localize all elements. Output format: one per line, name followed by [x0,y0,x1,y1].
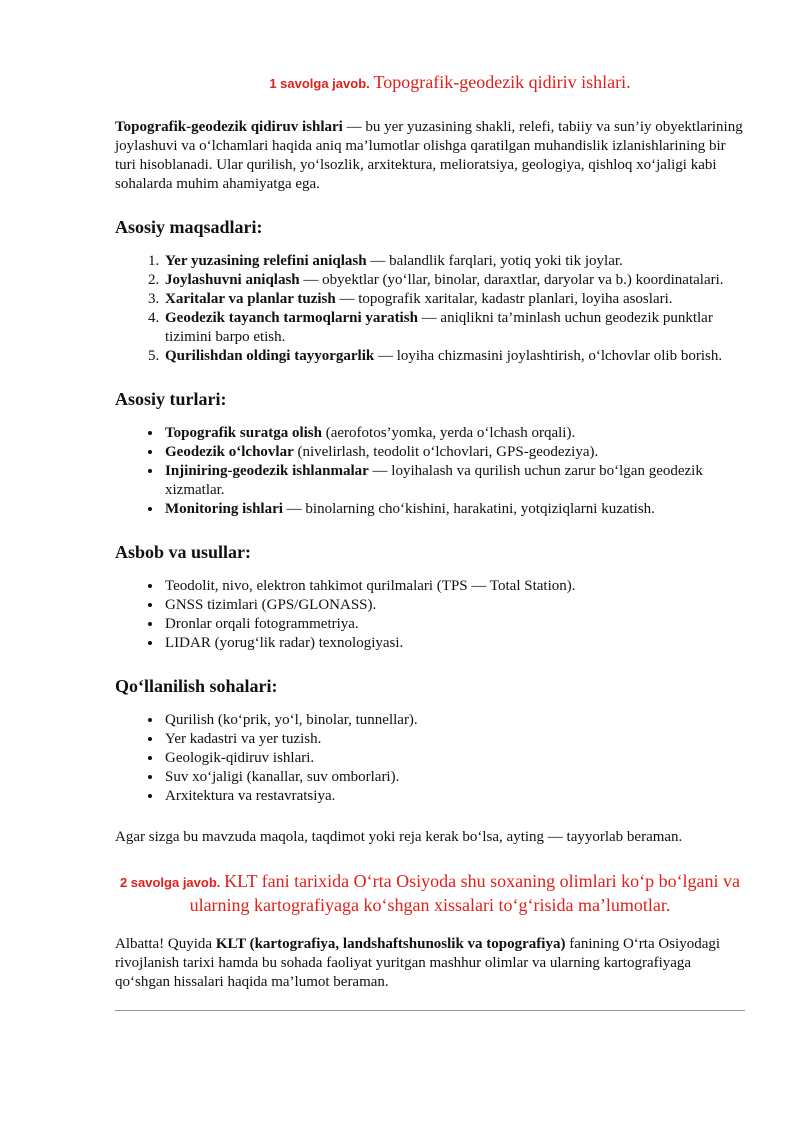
list-item [163,347,745,366]
list-item [163,500,745,519]
list-item: • GNSS tizimlari (GPS/GLONASS). [163,596,745,615]
question-1-heading: Topografik-geodezik qidiriv ishlari. [373,72,631,92]
list-item [163,424,745,443]
list-item [163,271,745,290]
item-text: (nivelirlash, teodolit o‘lchovlari, GPS-geodeziya). [293,444,599,460]
item-term: Monitoring ishlari [165,501,283,517]
horizontal-rule [115,1010,745,1011]
areas-list [115,711,745,806]
goals-heading: Asosiy maqsadlari: [115,217,263,237]
question-2-heading: KLT fani tarixida O‘rta Osiyoda shu soxaning olimlari ko‘p bo‘lgani va ularning kartografiyaga ko‘shgan xissalari to‘g‘risida ma’lumotlar. [189,871,741,915]
question-2-tag: 2 savolga javob. [119,875,221,890]
item-term: Xaritalar va planlar tuzish [165,291,336,307]
item-term: Qurilishdan oldingi tayyorgarlik [165,348,375,364]
answer-2-text: fanining O‘rta Osiyodagi rivojlanish tarixi hamda bu sohada faoliyat yuritgan mashhur olimlar va ularning kartografiyaga qo‘shgan hissalari haqida ma’lumot beraman. [115,936,721,990]
goals-list [115,252,745,366]
answer-2-paragraph [115,935,745,992]
list-item [163,290,745,309]
item-term: Joylashuvni aniqlash [165,272,300,288]
item-text: — loyihalash va qurilish uchun zarur bo‘lgan geodezik xizmatlar. [165,463,703,498]
question-2-title [115,869,745,917]
list-item [163,252,745,271]
question-1-tag: 1 savolga javob. [269,76,370,91]
list-item: • Suv xo‘jaligi (kanallar, suv omborlari). [163,768,745,787]
document-page [115,70,745,1011]
tools-heading: Asbob va usullar: [115,542,252,562]
tools-list [115,577,745,653]
item-text: — loyiha chizmasini joylashtirish, o‘lchovlar olib borish. [374,348,723,364]
list-item: • Qurilish (ko‘prik, yo‘l, binolar, tunnellar). [163,711,745,730]
item-term: Geodezik tayanch tarmoqlarni yaratish [165,310,418,326]
types-list [115,424,745,519]
item-text: — balandlik farqlari, yotiq yoki tik joylar. [366,253,623,269]
item-text: (aerofotos’yomka, yerda o‘lchash orqali). [321,425,576,441]
list-item: • Yer kadastri va yer tuzish. [163,730,745,749]
question-1-title [155,70,745,94]
item-text: — obyektlar (yo‘llar, binolar, daraxtlar, daryolar va b.) koordinatalari. [299,272,724,288]
item-term: Yer yuzasining relefini aniqlash [165,253,367,269]
item-text: — aniqlikni ta’minlash uchun geodezik punktlar tizimini barpo etish. [165,310,713,345]
list-item [163,309,745,347]
list-item [163,443,745,462]
intro-definition: — bu yer yuzasining shakli, relefi, tabiiy va sun’iy obyektlarining joylashuvi va o‘lchamlari haqida aniq ma’lumotlar olishga qaratilgan muhandislik izlanishlarining bir turi hisoblanadi. Ular qurilish, yo‘lsozlik, arxitektura, melioratsiya, geologiya, qishloq xo‘jaligi kabi sohalarda muhim ahamiyatga ega. [115,119,743,192]
item-text: — binolarning cho‘kishini, harakatini, yotqiziqlarni kuzatish. [282,501,655,517]
list-item [163,462,745,500]
item-term: Topografik suratga olish [165,425,322,441]
list-item: • Teodolit, nivo, elektron tahkimot qurilmalari (TPS — Total Station). [163,577,745,596]
item-text: — topografik xaritalar, kadastr planlari, loyiha asoslari. [335,291,673,307]
list-item: • LIDAR (yorug‘lik radar) texnologiyasi. [163,634,745,653]
list-item: • Geologik-qidiruv ishlari. [163,749,745,768]
types-heading: Asosiy turlari: [115,389,227,409]
list-item: • Arxitektura va restavratsiya. [163,787,745,806]
closing-paragraph: Agar sizga bu mavzuda maqola, taqdimot yoki reja kerak bo‘lsa, ayting — tayyorlab beraman. [115,829,683,845]
intro-paragraph [115,118,745,194]
item-term: Injiniring-geodezik ishlanmalar [165,463,369,479]
item-term: Geodezik o‘lchovlar [165,444,294,460]
answer-2-lead: Albatta! Quyida [115,936,216,952]
list-item: • Dronlar orqali fotogrammetriya. [163,615,745,634]
intro-term: Topografik-geodezik qidiruv ishlari [115,119,343,135]
areas-heading: Qo‘llanilish sohalari: [115,676,278,696]
answer-2-term: KLT (kartografiya, landshaftshunoslik va topografiya) [215,936,566,952]
